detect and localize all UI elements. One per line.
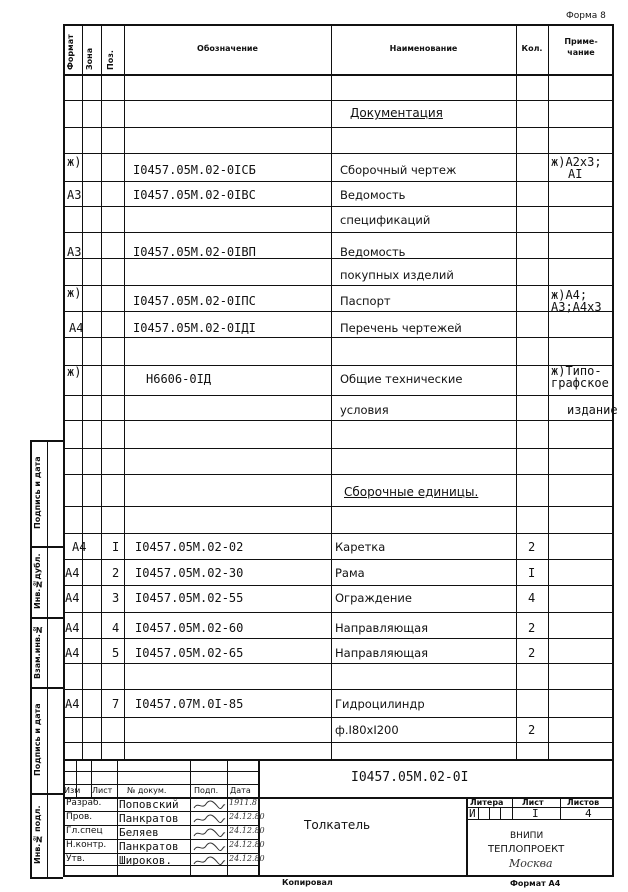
row-line — [63, 365, 614, 366]
row-line — [63, 420, 614, 421]
col-sign: Подп. — [194, 786, 219, 795]
side-label-vzam-inv: Взам.инв.№ — [33, 625, 42, 679]
doc-name: спецификаций — [340, 213, 431, 227]
doc-note: издание — [567, 403, 618, 417]
doc-note: ж)А4; — [551, 288, 588, 302]
margin-strip-line — [30, 440, 32, 877]
col-line — [101, 24, 102, 759]
sheet-value: I — [532, 807, 539, 820]
signer-date: 24.12.80 — [229, 854, 265, 863]
row-line — [63, 506, 614, 507]
title-block-line — [227, 759, 228, 877]
col-line — [124, 24, 125, 759]
signer-date: 24.12.80 — [229, 840, 265, 849]
doc-name: условия — [340, 403, 389, 417]
doc-designation: I0457.05М.02-0IДI — [133, 321, 256, 335]
header-pos: Поз. — [106, 50, 115, 70]
signer-role: Пров. — [66, 812, 93, 822]
org-line3: Москва — [509, 857, 553, 870]
sheet-label: Лист — [522, 798, 544, 807]
sheets-value: 4 — [585, 807, 592, 820]
doc-designation: Н6606-0IД — [146, 372, 212, 386]
title-block-line — [63, 771, 258, 772]
unit-format: А4 — [65, 646, 80, 660]
margin-strip-line — [47, 440, 48, 877]
doc-format: ж) — [67, 365, 82, 379]
signer-name: Широков. — [119, 854, 172, 867]
doc-format: ж) — [67, 286, 82, 300]
col-doc: № докум. — [127, 786, 167, 795]
row-line — [63, 717, 614, 718]
doc-format: А3 — [67, 245, 82, 259]
row-line — [63, 638, 614, 639]
format-label: Формат А4 — [510, 879, 561, 888]
title-block-line — [500, 807, 501, 819]
unit-pos: I — [112, 540, 120, 554]
title-block-line — [466, 797, 468, 877]
unit-pos: 4 — [112, 621, 120, 635]
header-designation: Обозначение — [197, 44, 258, 53]
unit-designation: I0457.05М.02-65 — [135, 646, 244, 660]
doc-name: Ведомость — [340, 245, 406, 259]
col-line — [548, 24, 549, 759]
signer-date: 1911.8 — [229, 798, 257, 807]
title-block-line — [489, 807, 490, 819]
title-block-line — [117, 759, 118, 877]
signer-role: Разраб. — [66, 798, 102, 808]
doc-format: А3 — [67, 188, 82, 202]
unit-name: Гидроцилиндр — [335, 697, 425, 711]
row-line — [63, 181, 614, 182]
doc-designation: I0457.05М.02-0IПС — [133, 294, 256, 308]
side-label-sign-date: Подпись и дата — [33, 456, 42, 530]
unit-pos: 2 — [112, 566, 120, 580]
unit-pos: 5 — [112, 646, 120, 660]
signer-name: Поповский — [119, 798, 179, 811]
drawing-frame — [63, 24, 614, 877]
doc-name: Ведомость — [340, 188, 406, 202]
doc-designation: I0457.05М.02-0IСБ — [133, 163, 256, 177]
doc-note: ж)А2х3; — [551, 155, 602, 169]
header-line — [63, 74, 614, 76]
doc-name: Общие технические — [340, 372, 463, 386]
row-line — [63, 533, 614, 534]
unit-qty: 4 — [528, 591, 536, 605]
doc-designation: I0457.05М.02-0IВС — [133, 188, 256, 202]
signer-name: Панкратов — [119, 840, 179, 853]
col-line — [82, 24, 83, 759]
header-name: Наименование — [389, 44, 458, 53]
row-line — [63, 742, 614, 743]
row-line — [63, 206, 614, 207]
org-line2: ТЕПЛОПРОЕКТ — [488, 844, 565, 855]
doc-designation: I0457.05М.02-0IВП — [133, 245, 256, 259]
doc-name: Сборочный чертеж — [340, 163, 457, 177]
row-line — [63, 311, 614, 312]
signer-role: Утв. — [66, 854, 85, 864]
doc-note: графское — [551, 376, 609, 390]
row-line — [63, 395, 614, 396]
form-label: Форма 8 — [566, 11, 606, 21]
doc-name: Паспорт — [340, 294, 391, 308]
unit-name: Рама — [335, 566, 365, 580]
title-block-line — [512, 797, 513, 819]
doc-note: А3;А4х3 — [551, 300, 602, 314]
col-line — [331, 24, 332, 759]
unit-format: А4 — [65, 566, 80, 580]
product-name: Толкатель — [304, 818, 371, 832]
unit-qty: I — [528, 566, 536, 580]
unit-name: ф.I80хI200 — [335, 723, 399, 737]
header-qty: Кол. — [521, 44, 543, 53]
row-line — [63, 153, 614, 154]
doc-note: АI — [568, 167, 583, 181]
signer-date: 24.12.80 — [229, 826, 265, 835]
signature-scribble — [192, 841, 226, 853]
header-format: Формат — [66, 34, 75, 70]
side-label-sign-date: Подпись и дата — [33, 703, 42, 777]
row-line — [63, 474, 614, 475]
col-date: Дата — [230, 786, 251, 795]
signer-name: Панкратов — [119, 812, 179, 825]
signer-date: 24.12.80 — [229, 812, 265, 821]
org-line1: ВНИПИ — [510, 831, 544, 841]
unit-name: Ограждение — [335, 591, 412, 605]
sheets-label: Листов — [567, 798, 600, 807]
side-label-inv-dup: Инв.№дубл. — [33, 553, 42, 610]
unit-pos: 7 — [112, 697, 120, 711]
title-block-line — [560, 797, 561, 819]
section-documentation: Документация — [350, 106, 443, 120]
signature-scribble — [192, 855, 226, 867]
copied-label: Копировал — [282, 878, 333, 887]
title-block-line — [63, 759, 614, 761]
doc-number: I0457.05М.02-0I — [351, 770, 469, 785]
unit-qty: 2 — [528, 646, 536, 660]
section-assembly-units: Сборочные единицы. — [344, 485, 479, 499]
unit-qty: 2 — [528, 723, 536, 737]
margin-strip-line — [30, 877, 63, 879]
signer-name: Беляев — [119, 826, 159, 839]
unit-designation: I0457.05М.02-02 — [135, 540, 244, 554]
row-line — [63, 337, 614, 338]
title-block-line — [190, 759, 191, 877]
row-line — [63, 127, 614, 128]
signature-scribble — [192, 827, 226, 839]
signature-scribble — [192, 799, 226, 811]
col-list: Лист — [92, 786, 113, 795]
header-note-1: Приме- — [564, 37, 598, 46]
unit-qty: 2 — [528, 540, 536, 554]
unit-format: А4 — [65, 591, 80, 605]
unit-designation: I0457.07М.0I-85 — [135, 697, 244, 711]
unit-qty: 2 — [528, 621, 536, 635]
col-izm: Изм — [64, 786, 81, 795]
unit-format: А4 — [72, 540, 87, 554]
row-line — [63, 232, 614, 233]
row-line — [63, 585, 614, 586]
col-line — [516, 24, 517, 759]
doc-format: А4 — [69, 321, 84, 335]
header-note-2: чание — [567, 48, 595, 57]
doc-format: ж) — [67, 155, 82, 169]
signature-scribble — [192, 813, 226, 825]
row-line — [63, 100, 614, 101]
row-line — [63, 689, 614, 690]
side-label-inv-orig: Инв.№ подл. — [33, 805, 42, 865]
doc-name: покупных изделий — [340, 268, 454, 282]
row-line — [63, 448, 614, 449]
row-line — [63, 663, 614, 664]
header-zone: Зона — [85, 47, 94, 70]
unit-designation: I0457.05М.02-30 — [135, 566, 244, 580]
row-line — [63, 559, 614, 560]
row-line — [63, 285, 614, 286]
unit-designation: I0457.05М.02-55 — [135, 591, 244, 605]
unit-designation: I0457.05М.02-60 — [135, 621, 244, 635]
unit-format: А4 — [65, 621, 80, 635]
unit-name: Направляющая — [335, 621, 429, 635]
signer-role: Н.контр. — [66, 840, 107, 850]
row-line — [63, 612, 614, 613]
unit-format: А4 — [65, 697, 80, 711]
litera-value: И — [469, 807, 476, 820]
title-block-line — [63, 784, 258, 785]
litera-label: Литера — [470, 798, 504, 807]
unit-name: Каретка — [335, 540, 386, 554]
unit-name: Направляющая — [335, 646, 429, 660]
signer-role: Гл.спец — [66, 826, 103, 836]
title-block-line — [478, 807, 479, 819]
unit-pos: 3 — [112, 591, 120, 605]
doc-note: ж)Типо- — [551, 364, 602, 378]
doc-name: Перечень чертежей — [340, 321, 462, 335]
